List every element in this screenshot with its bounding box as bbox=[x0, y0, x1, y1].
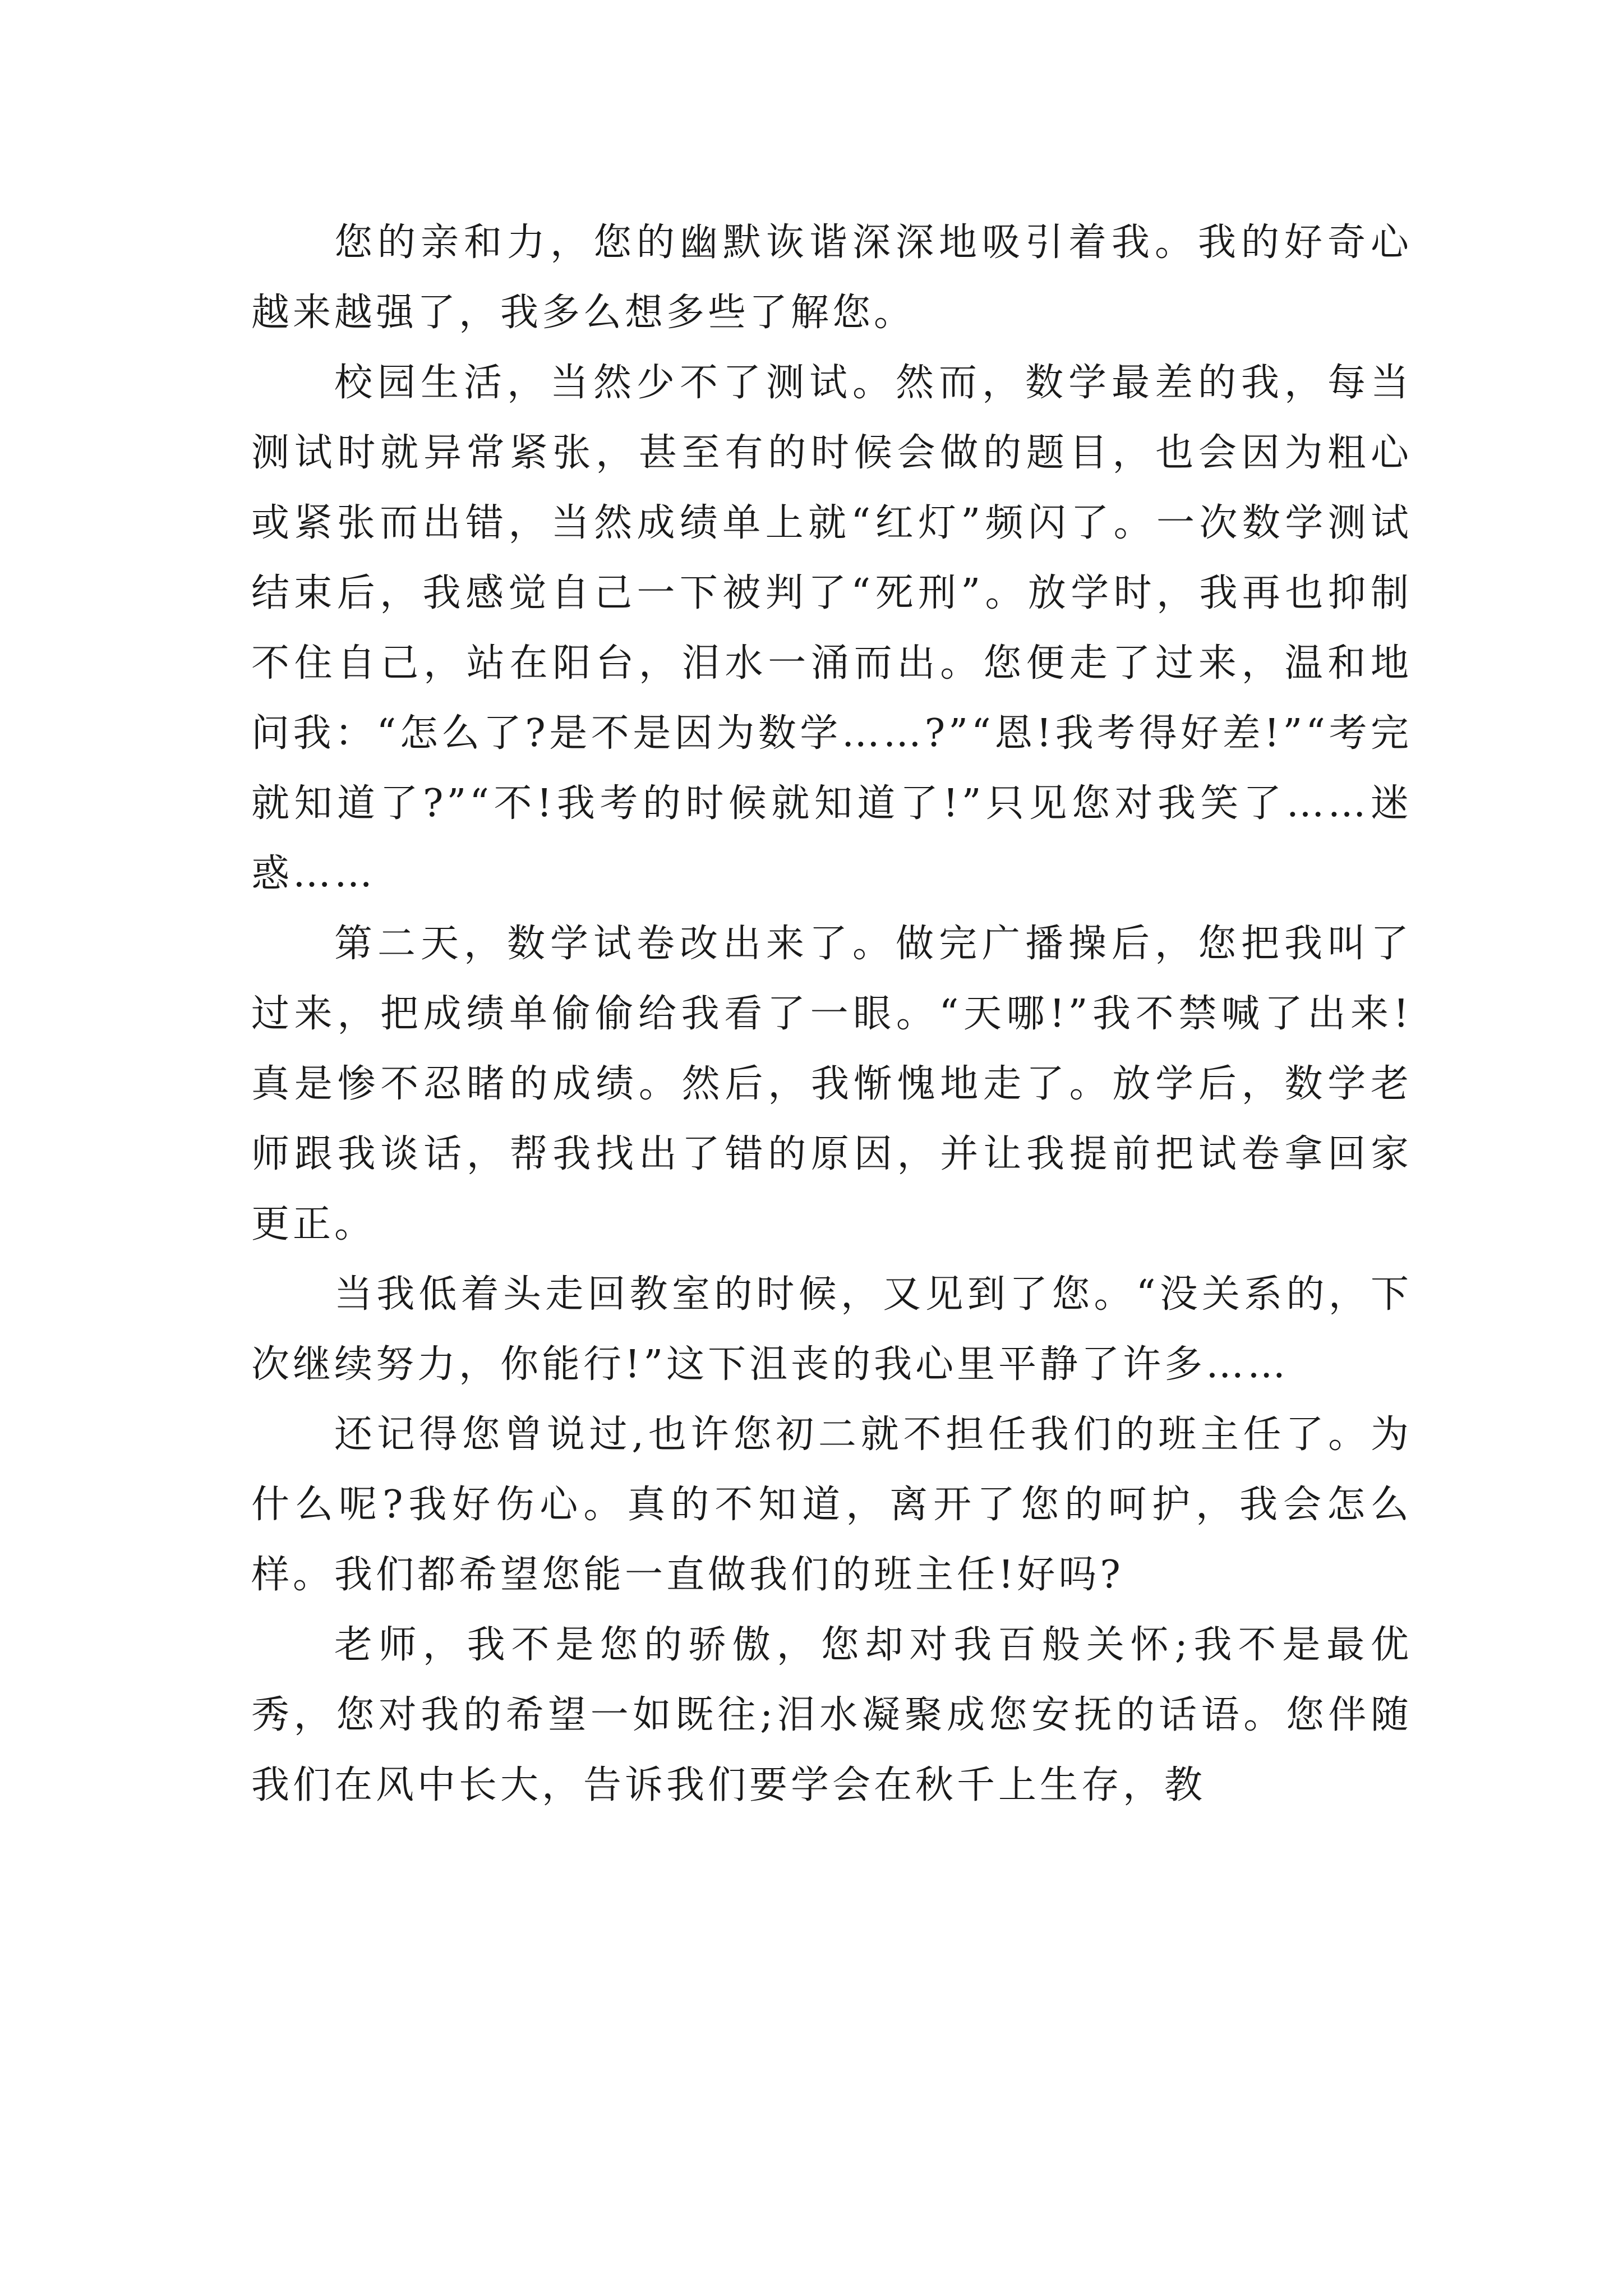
paragraph-3: 第二天，数学试卷改出来了。做完广播操后，您把我叫了过来，把成绩单偷偷给我看了一眼。“天哪!”我不禁喊了出来!真是惨不忍睹的成绩。然后，我惭愧地走了。放学后，数学老师跟我谈话，帮我找出了错的原因，并让我提前把试卷拿回家更正。 bbox=[251, 922, 1412, 1246]
paragraph-6: 老师，我不是您的骄傲，您却对我百般关怀;我不是最优秀，您对我的希望一如既往;泪水凝聚成您安抚的话语。您伴随我们在风中长大，告诉我们要学会在秋千上生存，教 bbox=[251, 1623, 1412, 1807]
paragraph-4: 当我低着头走回教室的时候，又见到了您。“没关系的，下次继续努力，你能行!”这下沮丧的我心里平静了许多…… bbox=[251, 1272, 1412, 1387]
paragraph-1: 您的亲和力，您的幽默诙谐深深地吸引着我。我的好奇心越来越强了，我多么想多些了解您。 bbox=[251, 220, 1412, 335]
essay-body bbox=[251, 208, 1412, 1820]
paragraph-5: 还记得您曾说过,也许您初二就不担任我们的班主任了。为什么呢?我好伤心。真的不知道，离开了您的呵护，我会怎么样。我们都希望您能一直做我们的班主任!好吗? bbox=[251, 1412, 1412, 1597]
paragraph-2: 校园生活，当然少不了测试。然而，数学最差的我，每当测试时就异常紧张，甚至有的时候会做的题目，也会因为粗心或紧张而出错，当然成绩单上就“红灯”频闪了。一次数学测试结束后，我感觉自己一下被判了“死刑”。放学时，我再也抑制不住自己，站在阳台，泪水一涌而出。您便走了过来，温和地问我：“怎么了?是不是因为数学……?”“恩!我考得好差!”“考完就知道了?”“不!我考的时候就知道了!”只见您对我笑了……迷惑…… bbox=[251, 361, 1412, 896]
